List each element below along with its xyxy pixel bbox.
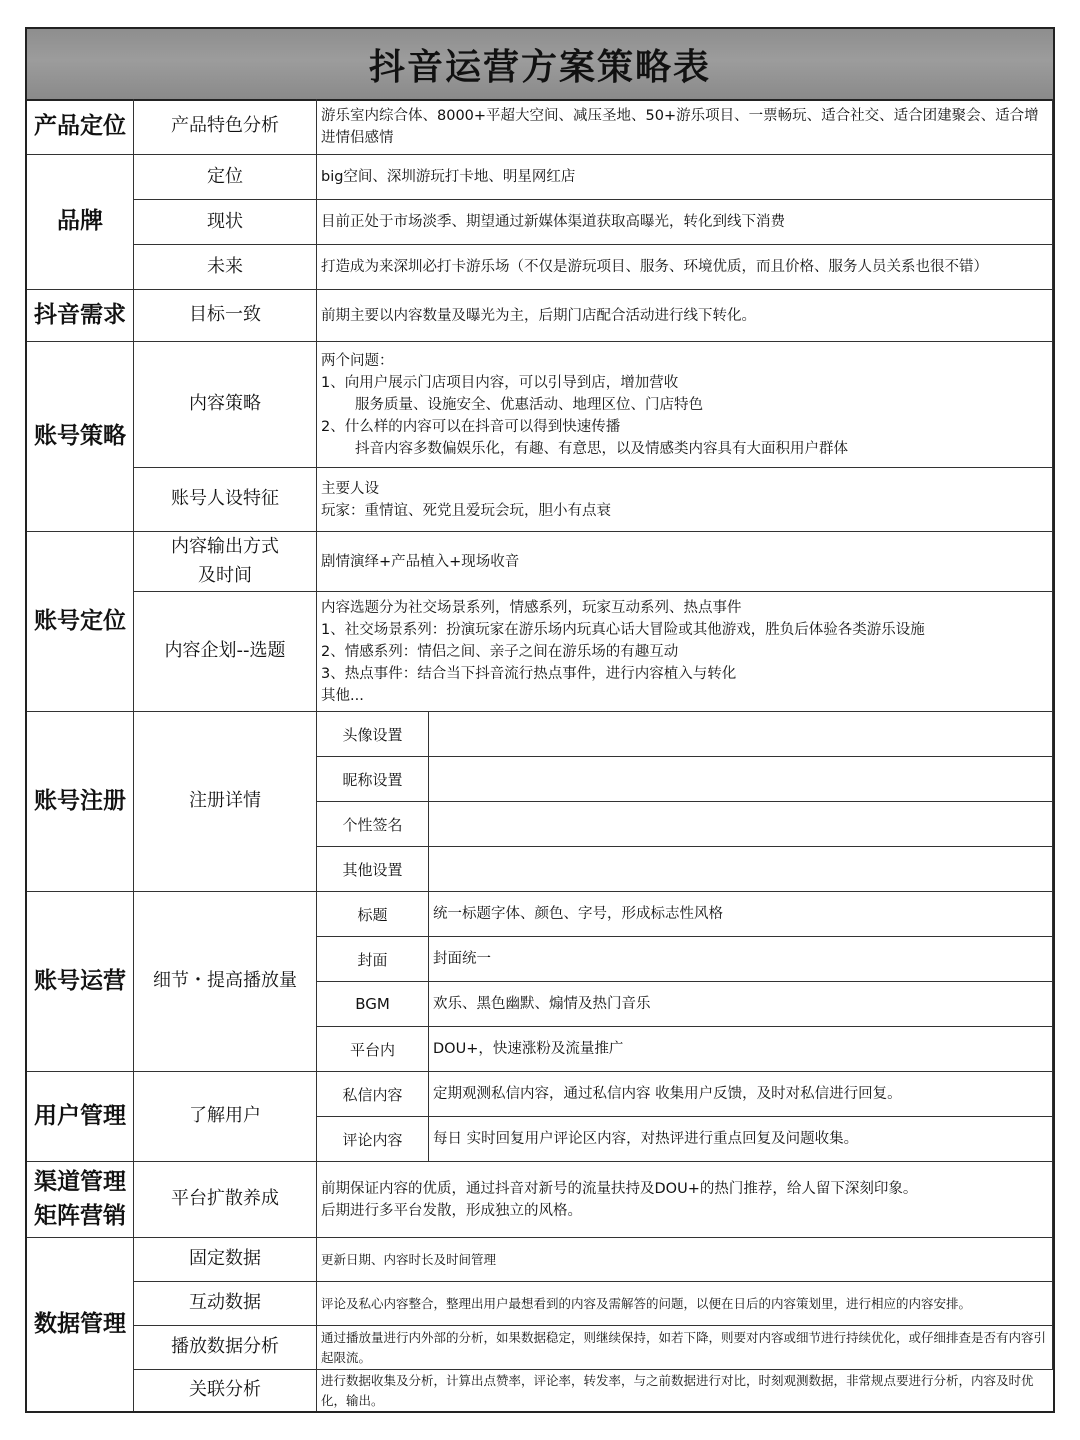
value-nickname-setting bbox=[429, 757, 1053, 802]
value-cover: 封面统一 bbox=[429, 937, 1053, 982]
text-line: 3、热点事件：结合当下抖音流行热点事件，进行内容植入与转化 bbox=[321, 665, 737, 682]
category-account-operation: 账号运营 bbox=[27, 892, 134, 1072]
label-bgm: BGM bbox=[317, 982, 429, 1027]
sub-detail-views: 细节・提高播放量 bbox=[134, 892, 317, 1072]
sub-brand-status: 现状 bbox=[134, 200, 317, 245]
text-line: 后期进行多平台发散，形成独立的风格。 bbox=[321, 1202, 582, 1219]
text-line: 2、情感系列：情侣之间、亲子之间在游乐场的有趣互动 bbox=[321, 643, 679, 660]
text-line: 抖音内容多数偏娱乐化，有趣、有意思，以及情感类内容具有大面积用户群体 bbox=[355, 440, 848, 457]
category-douyin-needs: 抖音需求 bbox=[27, 290, 134, 342]
content-brand-positioning: big空间、深圳游玩打卡地、明星网红店 bbox=[317, 155, 1053, 200]
sub-content-strategy: 内容策略 bbox=[134, 342, 317, 468]
content-brand-status: 目前正处于市场淡季、期望通过新媒体渠道获取高曝光，转化到线下消费 bbox=[317, 200, 1053, 245]
category-data-management: 数据管理 bbox=[27, 1238, 134, 1411]
sub-product-features: 产品特色分析 bbox=[134, 99, 317, 155]
text-line: 主要人设 bbox=[321, 480, 379, 497]
value-comments: 每日 实时回复用户评论区内容，对热评进行重点回复及问题收集。 bbox=[429, 1117, 1053, 1162]
content-correlation-analysis: 进行数据收集及分析，计算出点赞率，评论率，转发率，与之前数据进行对比，时刻观测数据，非常规点要进行分析，内容及时优化，输出。 bbox=[321, 1372, 1034, 1408]
sub-output-method bbox=[134, 532, 317, 592]
text-line: 内容输出方式 bbox=[171, 535, 279, 557]
sub-account-persona: 账号人设特征 bbox=[134, 468, 317, 532]
label-avatar-setting: 头像设置 bbox=[317, 712, 429, 757]
text-line: 其他... bbox=[321, 687, 364, 704]
value-bgm: 欢乐、黑色幽默、煽情及热门音乐 bbox=[429, 982, 1053, 1027]
text-line: 2、什么样的内容可以在抖音可以得到快速传播 bbox=[321, 418, 621, 435]
label-title: 标题 bbox=[317, 892, 429, 937]
content-output-method: 剧情演绎+产品植入+现场收音 bbox=[317, 532, 1053, 592]
sub-content-planning: 内容企划--选题 bbox=[134, 592, 317, 712]
value-title: 统一标题字体、颜色、字号，形成标志性风格 bbox=[429, 892, 1053, 937]
text-line: 内容选题分为社交场景系列，情感系列，玩家互动系列、热点事件 bbox=[321, 599, 742, 616]
label-comments: 评论内容 bbox=[317, 1117, 429, 1162]
content-brand-future: 打造成为来深圳必打卡游乐场（不仅是游玩项目、服务、环境优质，而且价格、服务人员关系也很不错） bbox=[317, 245, 1053, 290]
text-line: 1、向用户展示门店项目内容，可以引导到店，增加营收 bbox=[321, 374, 679, 391]
category-brand: 品牌 bbox=[27, 155, 134, 290]
content-fixed-data: 更新日期、内容时长及时间管理 bbox=[317, 1238, 1053, 1282]
text-line: 前期保证内容的优质，通过抖音对新号的流量扶持及DOU+的热门推荐，给人留下深刻印象。 bbox=[321, 1180, 918, 1197]
sub-playback-analysis: 播放数据分析 bbox=[134, 1326, 317, 1370]
text-line: 玩家：重情谊、死党且爱玩会玩，胆小有点衰 bbox=[321, 502, 611, 519]
sub-brand-future: 未来 bbox=[134, 245, 317, 290]
sub-interaction-data: 互动数据 bbox=[134, 1282, 317, 1326]
value-other-settings bbox=[429, 847, 1053, 892]
sub-registration-details: 注册详情 bbox=[134, 712, 317, 892]
content-platform-diffusion bbox=[317, 1162, 1053, 1238]
label-nickname-setting: 昵称设置 bbox=[317, 757, 429, 802]
content-product-features: 游乐室内综合体、8000+平超大空间、减压圣地、50+游乐项目、一票畅玩、适合社交、适合团建聚会、适合增进情侣感情 bbox=[317, 99, 1053, 155]
text-line: 两个问题： bbox=[321, 352, 394, 369]
content-goal-alignment: 前期主要以内容数量及曝光为主，后期门店配合活动进行线下转化。 bbox=[317, 290, 1053, 342]
category-account-strategy: 账号策略 bbox=[27, 342, 134, 532]
page-title: 抖音运营方案策略表 bbox=[368, 46, 711, 88]
title-bar bbox=[27, 29, 1053, 101]
content-playback-analysis: 通过播放量进行内外部的分析，如果数据稳定，则继续保持，如若下降，则要对内容或细节进行持续优化，或仔细排查是否有内容引起限流。 bbox=[317, 1326, 1053, 1370]
label-other-settings: 其他设置 bbox=[317, 847, 429, 892]
text-line: 及时间 bbox=[198, 564, 252, 586]
value-signature bbox=[429, 802, 1053, 847]
sub-brand-positioning: 定位 bbox=[134, 155, 317, 200]
strategy-table bbox=[25, 27, 1055, 1413]
sub-fixed-data: 固定数据 bbox=[134, 1238, 317, 1282]
sub-goal-alignment: 目标一致 bbox=[134, 290, 317, 342]
category-line: 矩阵营销 bbox=[34, 1202, 126, 1229]
category-channel-matrix bbox=[27, 1162, 134, 1238]
content-account-persona bbox=[317, 468, 1053, 532]
category-line: 渠道管理 bbox=[34, 1169, 126, 1196]
text-line: 服务质量、设施安全、优惠活动、地理区位、门店特色 bbox=[355, 396, 703, 413]
category-account-positioning: 账号定位 bbox=[27, 532, 134, 712]
value-platform: DOU+，快速涨粉及流量推广 bbox=[429, 1027, 1053, 1072]
category-account-registration: 账号注册 bbox=[27, 712, 134, 892]
text-line: 1、社交场景系列：扮演玩家在游乐场内玩真心话大冒险或其他游戏，胜负后体验各类游乐设施 bbox=[321, 621, 925, 638]
label-signature: 个性签名 bbox=[317, 802, 429, 847]
category-product-positioning: 产品定位 bbox=[27, 99, 134, 155]
content-interaction-data: 评论及私心内容整合，整理出用户最想看到的内容及需解答的问题，以便在日后的内容策划里，进行相应的内容安排。 bbox=[317, 1282, 1053, 1326]
content-content-strategy bbox=[317, 342, 1053, 468]
label-platform: 平台内 bbox=[317, 1027, 429, 1072]
value-private-messages: 定期观测私信内容，通过私信内容 收集用户反馈，及时对私信进行回复。 bbox=[429, 1072, 1053, 1117]
label-cover: 封面 bbox=[317, 937, 429, 982]
category-user-management: 用户管理 bbox=[27, 1072, 134, 1162]
value-avatar-setting bbox=[429, 712, 1053, 757]
sub-correlation-analysis: 关联分析 bbox=[134, 1370, 317, 1411]
sub-platform-diffusion: 平台扩散养成 bbox=[134, 1162, 317, 1238]
sub-understand-users: 了解用户 bbox=[134, 1072, 317, 1162]
content-content-planning bbox=[317, 592, 1053, 712]
label-private-messages: 私信内容 bbox=[317, 1072, 429, 1117]
